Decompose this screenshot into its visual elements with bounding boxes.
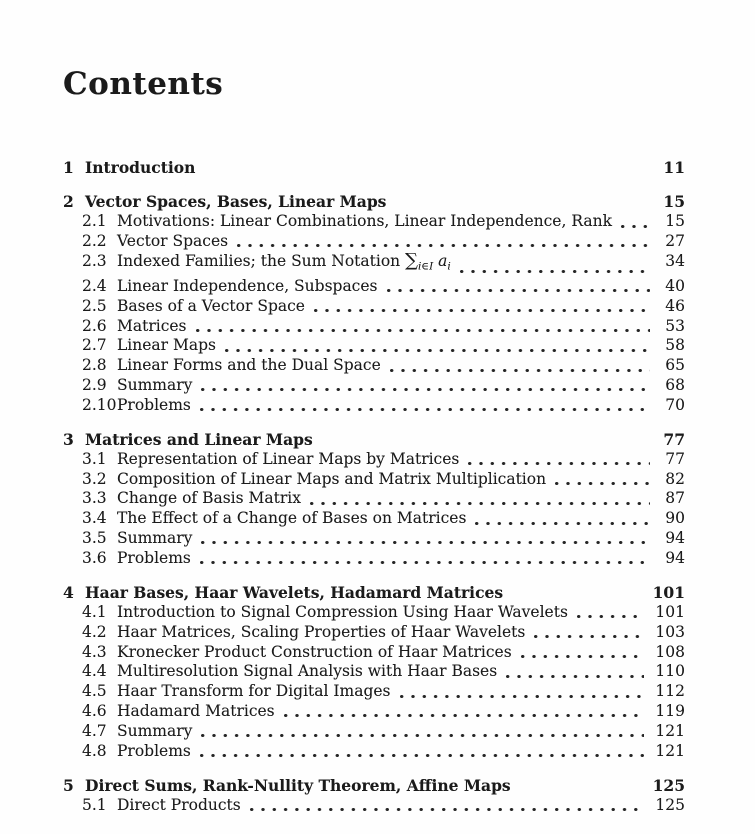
dot-leader (284, 714, 645, 717)
entry-number: 1 (63, 158, 74, 177)
entry-number: 4.5 (82, 682, 107, 701)
page-number: 94 (665, 548, 685, 567)
entry-title: Composition of Linear Maps and Matrix Multiplication (117, 469, 547, 488)
page-number: 110 (655, 662, 685, 681)
toc-section-row (63, 623, 685, 643)
toc-section-row (63, 232, 685, 252)
toc-section-row (63, 722, 685, 742)
toc-section-row (63, 662, 685, 682)
table-of-contents (63, 158, 685, 815)
toc-chapter-group (63, 430, 685, 569)
entry-title: Vector Spaces (117, 231, 229, 250)
entry-title: Linear Independence, Subspaces (117, 276, 378, 295)
entry-number: 3.4 (82, 509, 107, 528)
dot-leader (555, 482, 650, 485)
dot-leader (621, 225, 650, 228)
entry-number: 4.4 (82, 662, 107, 681)
toc-chapter-row (63, 776, 685, 796)
entry-title: Summary (117, 375, 193, 394)
entry-title: Matrices (117, 316, 187, 335)
entry-title: Representation of Linear Maps by Matrices (117, 449, 460, 468)
math-sum: ∑ (405, 249, 418, 271)
entry-number: 3.5 (82, 529, 107, 548)
dot-leader (201, 541, 650, 544)
dot-leader (534, 635, 644, 638)
toc-section-row (63, 742, 685, 762)
entry-title: Summary (117, 529, 193, 548)
entry-number: 2.4 (82, 276, 107, 295)
page-number: 27 (665, 231, 685, 250)
entry-title: Haar Matrices, Scaling Properties of Haar Wavelets (117, 622, 526, 641)
toc-chapter-row (63, 192, 685, 212)
page-title: Contents (63, 66, 224, 102)
page-number: 119 (655, 701, 685, 720)
entry-title: Bases of a Vector Space (117, 296, 305, 315)
entry-title (117, 249, 451, 277)
entry-number: 4.7 (82, 721, 107, 740)
entry-title: Haar Bases, Haar Wavelets, Hadamard Matrices (85, 583, 504, 603)
toc-section-row (63, 297, 685, 317)
toc-section-row (63, 317, 685, 337)
dot-leader (390, 369, 650, 372)
toc-section-row (63, 549, 685, 569)
entry-title: Haar Transform for Digital Images (117, 682, 391, 701)
page-number: 40 (665, 276, 685, 295)
toc-section-row (63, 796, 685, 816)
dot-leader (314, 309, 650, 312)
toc-section-row (63, 249, 685, 277)
entry-number: 4.8 (82, 741, 107, 760)
toc-chapter-row (63, 430, 685, 450)
entry-number: 4 (63, 583, 74, 603)
toc-section-row (63, 450, 685, 470)
page-number: 15 (663, 192, 685, 212)
toc-section-row (63, 603, 685, 623)
math-mathvar: a (438, 251, 448, 270)
entry-title: Linear Forms and the Dual Space (117, 356, 381, 375)
entry-number: 2 (63, 192, 74, 212)
page-number: 101 (655, 602, 685, 621)
toc-chapter-group (63, 583, 685, 761)
entry-number: 4.2 (82, 622, 107, 641)
dot-leader (200, 408, 650, 411)
toc-section-row (63, 376, 685, 396)
entry-title: Hadamard Matrices (117, 701, 275, 720)
toc-section-row (63, 277, 685, 297)
entry-number: 2.6 (82, 316, 107, 335)
toc-section-row (63, 509, 685, 529)
dot-leader (310, 502, 650, 505)
entry-number: 2.10 (82, 395, 117, 414)
text-run: Indexed Families; the Sum Notation (117, 251, 406, 270)
toc-section-row (63, 336, 685, 356)
toc-section-row (63, 489, 685, 509)
entry-number: 2.9 (82, 375, 107, 394)
dot-leader (460, 270, 650, 273)
page-number: 125 (652, 775, 685, 795)
toc-section-row (63, 396, 685, 416)
dot-leader (400, 695, 645, 698)
entry-title: Summary (117, 721, 193, 740)
toc-section-row (63, 212, 685, 232)
page-number: 112 (655, 682, 685, 701)
toc-section-row (63, 356, 685, 376)
dot-leader (201, 734, 644, 737)
dot-leader (521, 655, 645, 658)
entry-title: Problems (117, 548, 191, 567)
toc-chapter-group (63, 192, 685, 415)
toc-section-row (63, 702, 685, 722)
dot-leader (225, 349, 650, 352)
entry-number: 2.1 (82, 212, 107, 231)
entry-number: 4.6 (82, 701, 107, 720)
page-number: 58 (665, 336, 685, 355)
entry-title: Direct Sums, Rank-Nullity Theorem, Affine Maps (85, 775, 511, 795)
entry-number: 3 (63, 430, 74, 450)
toc-section-row (63, 682, 685, 702)
dot-leader (196, 329, 650, 332)
page-number: 94 (665, 529, 685, 548)
entry-number: 2.5 (82, 296, 107, 315)
entry-number: 4.3 (82, 642, 107, 661)
page-number: 103 (655, 622, 685, 641)
entry-number: 3.1 (82, 449, 107, 468)
page-number: 68 (665, 375, 685, 394)
entry-number: 5.1 (82, 795, 107, 814)
page-number: 34 (665, 251, 685, 270)
entry-title: Linear Maps (117, 336, 216, 355)
entry-title: Motivations: Linear Combinations, Linear Independence, Rank (117, 212, 612, 231)
page-number: 46 (665, 296, 685, 315)
page-number: 82 (665, 469, 685, 488)
page-number: 65 (665, 356, 685, 375)
dot-leader (200, 754, 645, 757)
entry-number: 2.8 (82, 356, 107, 375)
entry-number: 3.2 (82, 469, 107, 488)
entry-title: Change of Basis Matrix (117, 489, 301, 508)
toc-chapter-group (63, 776, 685, 816)
entry-number: 4.1 (82, 602, 107, 621)
entry-number: 2.7 (82, 336, 107, 355)
entry-number: 3.3 (82, 489, 107, 508)
dot-leader (468, 462, 650, 465)
page-number: 90 (665, 509, 685, 528)
page-number: 125 (655, 795, 685, 814)
entry-number: 2.2 (82, 231, 107, 250)
dot-leader (387, 289, 651, 292)
page-number: 53 (665, 316, 685, 335)
page-number: 77 (665, 449, 685, 468)
dot-leader (201, 388, 650, 391)
dot-leader (250, 808, 645, 811)
page-number: 70 (665, 395, 685, 414)
math-sub: i∈I (417, 260, 434, 273)
toc-section-row (63, 529, 685, 549)
page-number: 108 (655, 642, 685, 661)
dot-leader (237, 244, 650, 247)
page-number: 101 (652, 583, 685, 603)
page-number: 11 (663, 158, 685, 177)
dot-leader (200, 561, 650, 564)
page-number: 87 (665, 489, 685, 508)
entry-number: 2.3 (82, 251, 107, 270)
toc-chapter-row (63, 583, 685, 603)
entry-title: Direct Products (117, 795, 241, 814)
entry-number: 3.6 (82, 548, 107, 567)
entry-title: Introduction (85, 158, 196, 177)
dot-leader (475, 522, 650, 525)
dot-leader (577, 615, 645, 618)
entry-number: 5 (63, 775, 74, 795)
entry-title: Vector Spaces, Bases, Linear Maps (85, 192, 387, 212)
page-number: 121 (655, 721, 685, 740)
page-number: 15 (665, 212, 685, 231)
entry-title: Introduction to Signal Compression Using Haar Wavelets (117, 602, 568, 621)
toc-chapter-row (63, 158, 685, 178)
math-sub: i (447, 260, 451, 273)
entry-title: Kronecker Product Construction of Haar Matrices (117, 642, 512, 661)
toc-section-row (63, 643, 685, 663)
toc-chapter-group (63, 158, 685, 178)
dot-leader (506, 675, 644, 678)
page-number: 121 (655, 741, 685, 760)
entry-title: The Effect of a Change of Bases on Matrices (117, 509, 467, 528)
toc-section-row (63, 470, 685, 490)
page-number: 77 (663, 430, 685, 450)
entry-title: Problems (117, 741, 191, 760)
entry-title: Multiresolution Signal Analysis with Haar Bases (117, 662, 498, 681)
entry-title: Problems (117, 395, 191, 414)
entry-title: Matrices and Linear Maps (85, 430, 313, 450)
